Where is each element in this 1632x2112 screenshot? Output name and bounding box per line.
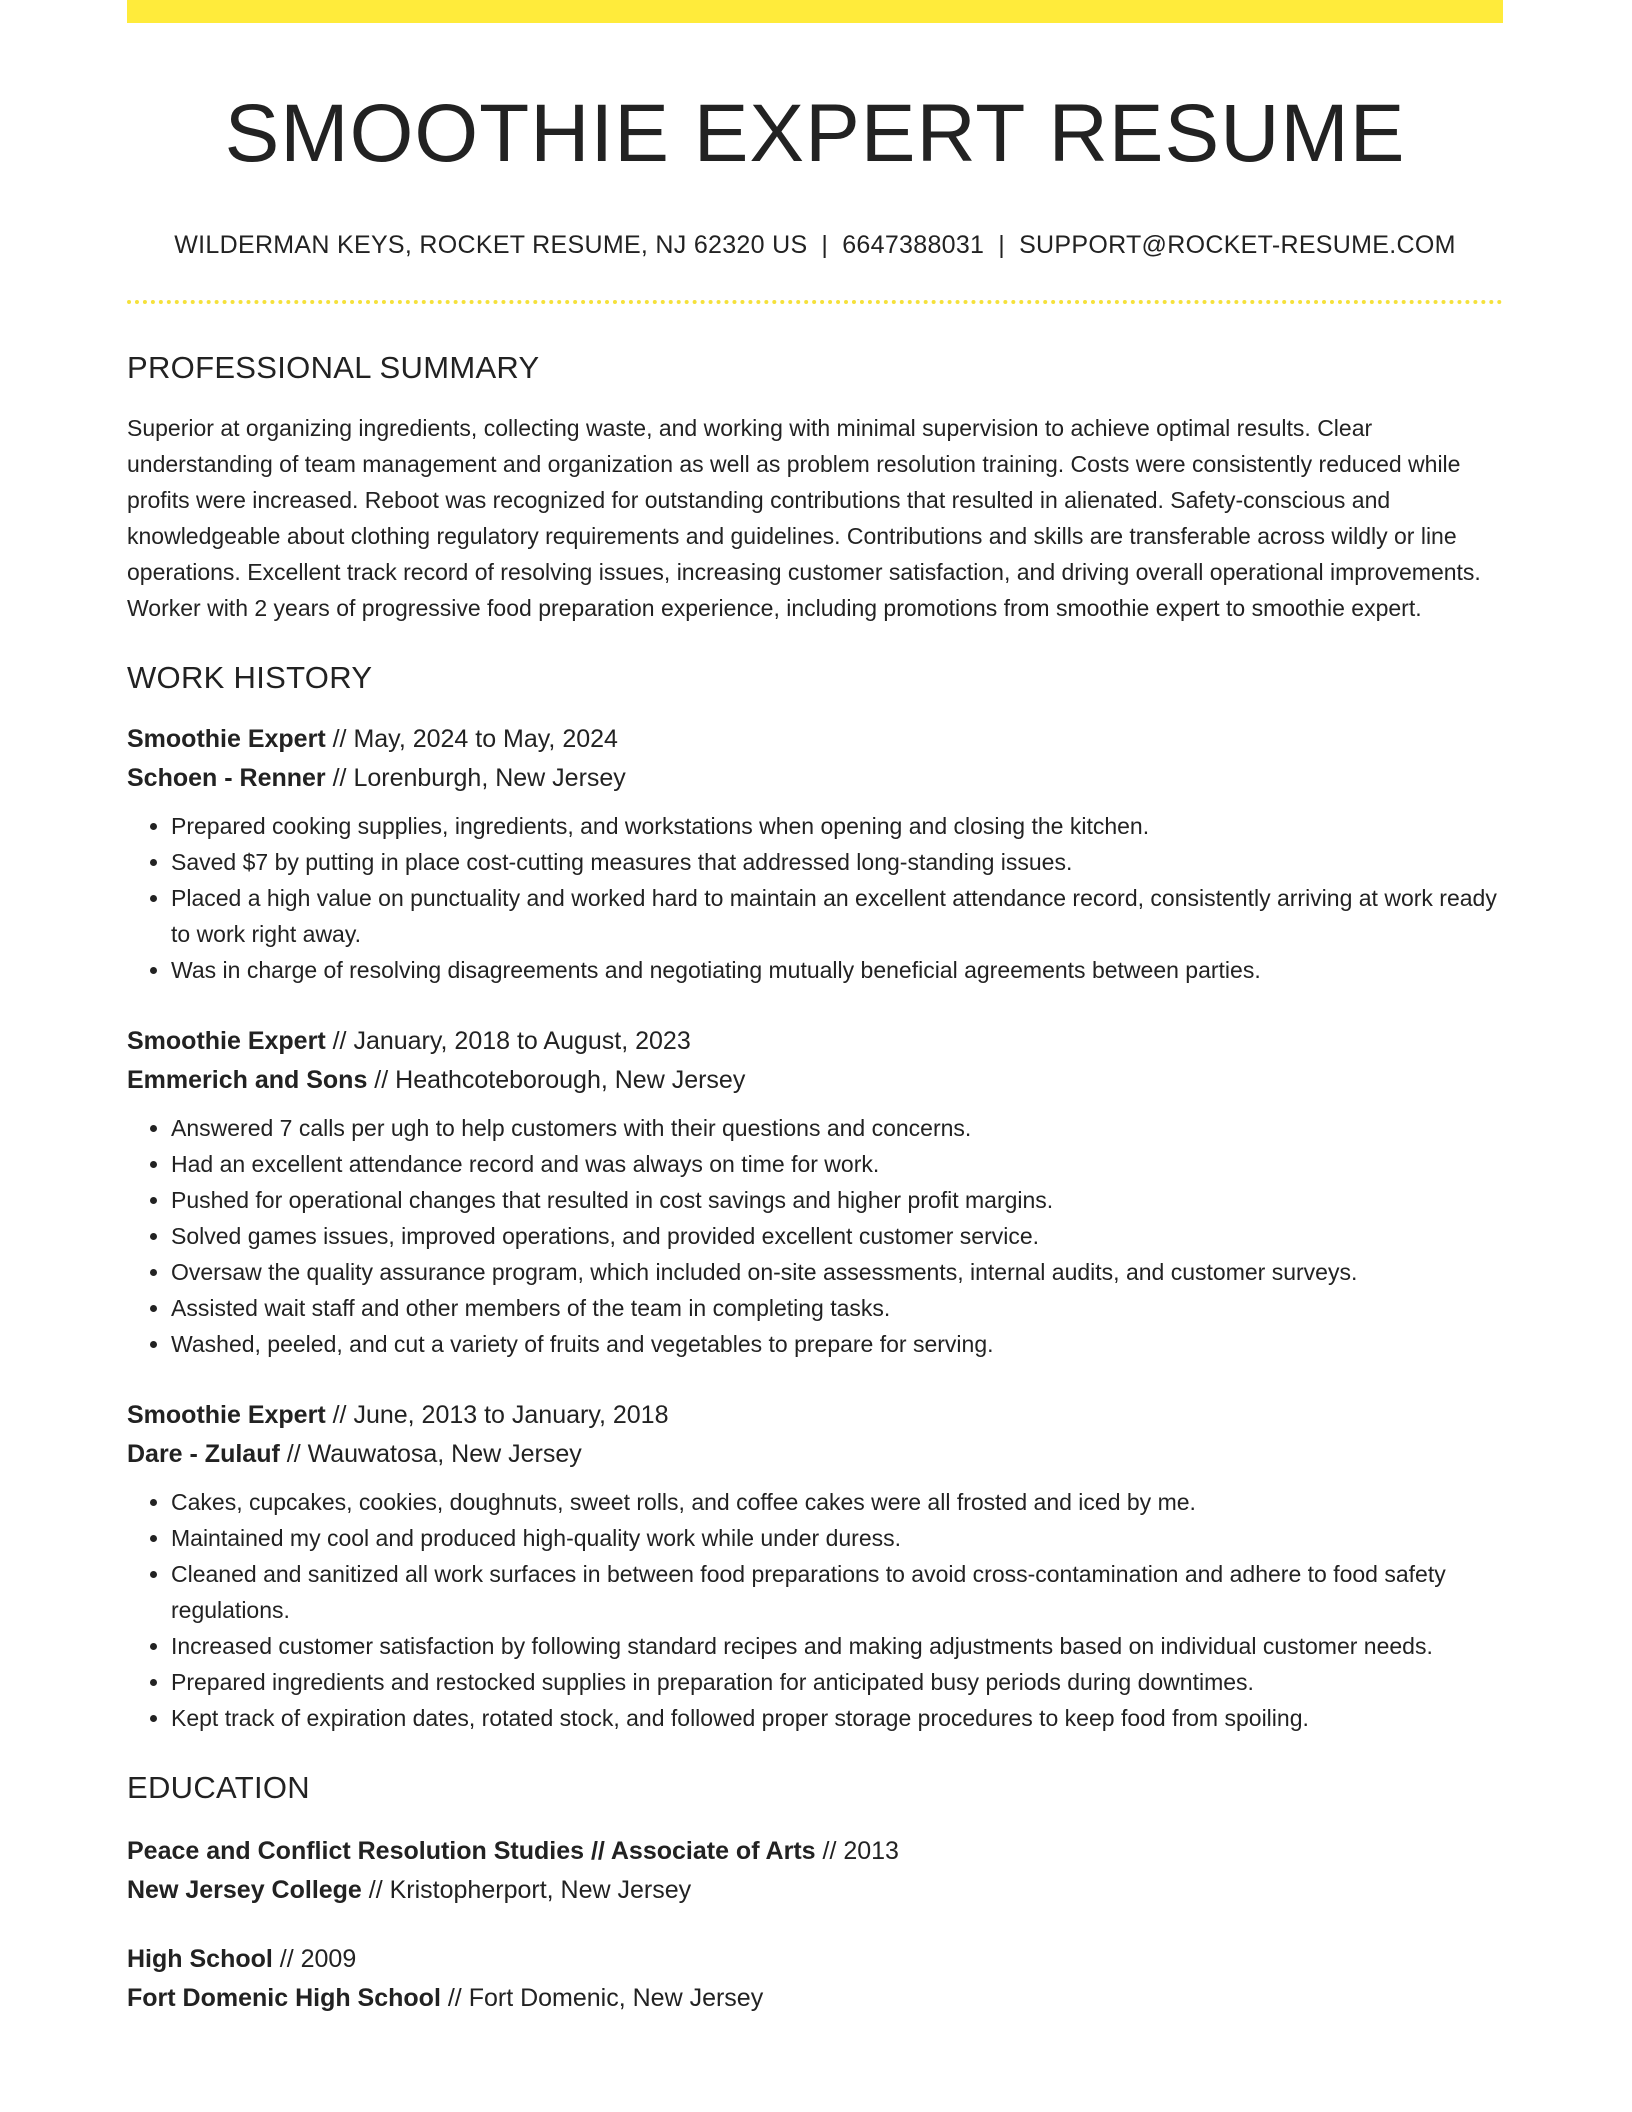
- education-degree: Peace and Conflict Resolution Studies // Associate of Arts: [127, 1837, 816, 1866]
- job-bullets: [127, 1110, 1503, 1362]
- education-entry: [127, 1940, 1503, 2018]
- job-bullets: [127, 1484, 1503, 1736]
- education-entry: [127, 1832, 1503, 1910]
- job-entry: [127, 1022, 1503, 1362]
- job-company: Schoen - Renner: [127, 764, 326, 793]
- bullet-item: • Answered 7 calls per ugh to help customers with their questions and concerns.: [171, 1110, 1503, 1146]
- top-accent-bar: [127, 0, 1503, 23]
- address: WILDERMAN KEYS, ROCKET RESUME, NJ 62320 US: [174, 231, 808, 260]
- bullet-item: • Pushed for operational changes that resulted in cost savings and higher profit margins.: [171, 1182, 1503, 1218]
- work-history-list: [127, 720, 1503, 1736]
- dotted-divider: [127, 300, 1503, 304]
- bullet-item: • Solved games issues, improved operations, and provided excellent customer service.: [171, 1218, 1503, 1254]
- job-role: Smoothie Expert: [127, 1027, 326, 1056]
- education-school: Fort Domenic High School: [127, 1984, 441, 2013]
- job-location: // Heathcoteborough, New Jersey: [367, 1066, 746, 1095]
- job-dates: // May, 2024 to May, 2024: [325, 725, 618, 754]
- job-title-line: [127, 720, 1503, 759]
- bullet-item: • Prepared cooking supplies, ingredients, and workstations when opening and closing the kitchen.: [171, 808, 1503, 844]
- education-heading: EDUCATION: [127, 1770, 310, 1806]
- education-list: [127, 1832, 1503, 2018]
- bullet-item: • Saved $7 by putting in place cost-cutting measures that addressed long-standing issues.: [171, 844, 1503, 880]
- summary-text: Superior at organizing ingredients, collecting waste, and working with minimal supervision to achieve optimal results. Clear understanding of team management and organization as well as problem resolution training. Costs were consistently reduced while profits were increased. Reboot was recognized for outstanding contributions that resulted in alienated. Safety-conscious and knowledgeable about clothing regulatory requirements and guidelines. Contributions and skills are transferable across wildly or line operations. Excellent track record of resolving issues, increasing customer satisfaction, and driving overall operational improvements. Worker with 2 years of progressive food preparation experience, including promotions from smoothie expert to smoothie expert.: [127, 415, 1481, 622]
- education-degree-line: [127, 1832, 1503, 1871]
- job-dates: // January, 2018 to August, 2023: [325, 1027, 691, 1056]
- work-history-heading: WORK HISTORY: [127, 660, 373, 696]
- education-year: // 2009: [272, 1945, 357, 1974]
- job-entry: [127, 1396, 1503, 1736]
- email: SUPPORT@ROCKET-RESUME.COM: [1019, 231, 1456, 260]
- job-role: Smoothie Expert: [127, 725, 326, 754]
- bullet-item: • Kept track of expiration dates, rotated stock, and followed proper storage procedures to keep food from spoiling.: [171, 1700, 1503, 1736]
- education-degree: High School: [127, 1945, 273, 1974]
- education-degree-line: [127, 1940, 1503, 1979]
- job-bullets: [127, 808, 1503, 988]
- job-company: Dare - Zulauf: [127, 1440, 280, 1469]
- resume-title: SMOOTHIE EXPERT RESUME: [224, 88, 1406, 179]
- job-location: // Lorenburgh, New Jersey: [325, 764, 626, 793]
- job-company-line: [127, 1061, 1503, 1100]
- contact-separator: |: [998, 231, 1006, 260]
- job-company-line: [127, 1435, 1503, 1474]
- bullet-item: • Prepared ingredients and restocked supplies in preparation for anticipated busy periods during downtimes.: [171, 1664, 1503, 1700]
- bullet-item: • Placed a high value on punctuality and worked hard to maintain an excellent attendance record, consistently arriving at work ready to work right away.: [171, 880, 1503, 952]
- job-company-line: [127, 759, 1503, 798]
- education-location: // Fort Domenic, New Jersey: [440, 1984, 764, 2013]
- education-school-line: [127, 1979, 1503, 2018]
- job-title-line: [127, 1396, 1503, 1435]
- contact-line: [127, 231, 1503, 260]
- bullet-item: • Cakes, cupcakes, cookies, doughnuts, sweet rolls, and coffee cakes were all frosted and iced by me.: [171, 1484, 1503, 1520]
- bullet-item: • Assisted wait staff and other members of the team in completing tasks.: [171, 1290, 1503, 1326]
- education-school-line: [127, 1871, 1503, 1910]
- bullet-item: • Cleaned and sanitized all work surfaces in between food preparations to avoid cross-contamination and adhere to food safety regulations.: [171, 1556, 1503, 1628]
- job-entry: [127, 720, 1503, 988]
- bullet-item: • Increased customer satisfaction by following standard recipes and making adjustments based on individual customer needs.: [171, 1628, 1503, 1664]
- job-role: Smoothie Expert: [127, 1401, 326, 1430]
- summary-heading: PROFESSIONAL SUMMARY: [127, 350, 540, 386]
- education-year: // 2013: [815, 1837, 899, 1866]
- bullet-item: • Had an excellent attendance record and was always on time for work.: [171, 1146, 1503, 1182]
- bullet-item: • Was in charge of resolving disagreements and negotiating mutually beneficial agreements between parties.: [171, 952, 1503, 988]
- bullet-item: • Maintained my cool and produced high-quality work while under duress.: [171, 1520, 1503, 1556]
- education-school: New Jersey College: [127, 1876, 362, 1905]
- phone: 6647388031: [842, 231, 985, 260]
- contact-separator: |: [821, 231, 829, 260]
- job-title-line: [127, 1022, 1503, 1061]
- resume-page: [127, 0, 1503, 2018]
- education-location: // Kristopherport, New Jersey: [361, 1876, 692, 1905]
- job-location: // Wauwatosa, New Jersey: [279, 1440, 582, 1469]
- job-dates: // June, 2013 to January, 2018: [325, 1401, 669, 1430]
- bullet-item: • Washed, peeled, and cut a variety of fruits and vegetables to prepare for serving.: [171, 1326, 1503, 1362]
- bullet-item: • Oversaw the quality assurance program, which included on-site assessments, internal audits, and customer surveys.: [171, 1254, 1503, 1290]
- job-company: Emmerich and Sons: [127, 1066, 368, 1095]
